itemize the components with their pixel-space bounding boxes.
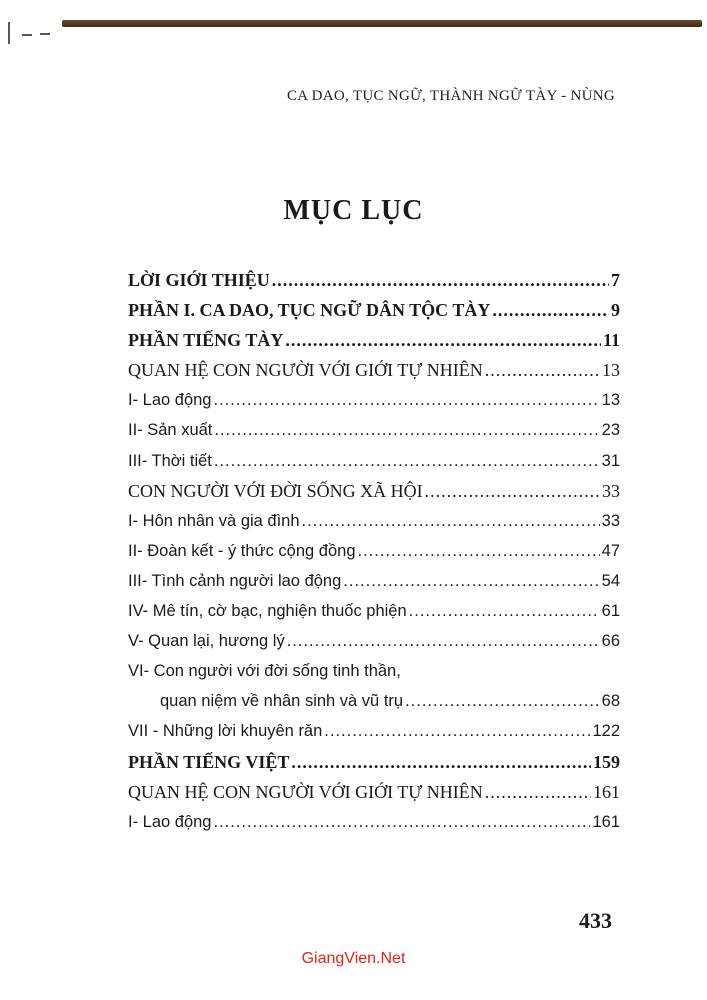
toc-leader-dots	[213, 385, 599, 415]
toc-leader-dots	[272, 265, 609, 295]
toc-leader-dots	[343, 566, 599, 596]
toc-entry-page: 33	[601, 511, 620, 530]
toc-entry-page: 33	[602, 480, 620, 501]
toc-entry-page: 159	[593, 751, 620, 772]
toc-entry	[128, 626, 620, 656]
toc-entry	[128, 566, 620, 596]
toc-entry-page: 7	[611, 270, 620, 290]
toc-entry	[128, 747, 620, 777]
toc-entry	[128, 415, 620, 445]
edge-mark	[22, 34, 32, 36]
toc-leader-dots	[409, 596, 600, 626]
toc-entry-title: IV- Mê tín, cờ bạc, nghiện thuốc phiện	[128, 602, 407, 621]
running-header: CA DAO, TỤC NGỮ, THÀNH NGỮ TÀY - NÙNG	[287, 88, 615, 104]
toc-leader-dots	[324, 716, 590, 746]
toc-entry-title: III- Thời tiết	[128, 451, 212, 470]
toc-entry-page: 13	[602, 360, 620, 381]
toc-entry	[128, 265, 620, 295]
book-binding-edge	[62, 20, 702, 27]
toc-entry-page: 122	[592, 722, 620, 741]
toc-entry-title: III- Tình cảnh người lao động	[128, 571, 342, 590]
toc-leader-dots	[358, 536, 600, 566]
toc-entry	[128, 476, 620, 506]
toc-entry-title: I- Lao động	[128, 812, 212, 831]
toc-entry-page: 31	[601, 451, 620, 470]
toc-entry-title: I- Hôn nhân và gia đình	[128, 511, 300, 530]
toc-entry-page: 54	[601, 571, 620, 590]
toc-entry	[128, 446, 620, 476]
page-number: 433	[579, 908, 612, 933]
toc-entry	[128, 536, 620, 566]
toc-leader-dots	[405, 686, 600, 716]
toc-entry	[128, 777, 620, 807]
toc-entry-page: 66	[601, 632, 620, 651]
edge-mark	[8, 22, 10, 44]
toc-entry	[128, 716, 620, 746]
toc-entry-title: VI- Con người với đời sống tinh thần,	[128, 662, 401, 681]
toc-entry-page: 13	[601, 391, 620, 410]
toc-leader-dots	[485, 777, 591, 807]
toc-leader-dots	[302, 506, 600, 536]
toc-entry-title: PHẦN TIẾNG VIỆT	[128, 751, 290, 772]
toc-entry-title: V- Quan lại, hương lý	[128, 632, 285, 651]
toc-entry	[128, 506, 620, 536]
toc-leader-dots	[291, 747, 591, 777]
toc-leader-dots	[285, 325, 601, 355]
toc-entry-title: I- Lao động	[128, 391, 212, 410]
toc-leader-dots	[492, 295, 609, 325]
toc-leader-dots	[485, 355, 600, 385]
table-of-contents	[128, 265, 620, 837]
toc-entry-title: VII - Những lời khuyên răn	[128, 722, 323, 741]
watermark: GiangVien.Net	[301, 950, 406, 967]
toc-entry	[128, 295, 620, 325]
toc-entry	[128, 355, 620, 385]
toc-leader-dots	[214, 415, 599, 445]
toc-entry-title: quan niệm về nhân sinh và vũ trụ	[160, 692, 404, 711]
toc-entry-page: 9	[611, 300, 620, 321]
toc-entry-page: 161	[592, 812, 620, 831]
toc-leader-dots	[214, 446, 600, 476]
toc-entry	[128, 807, 620, 837]
edge-mark	[40, 33, 50, 35]
toc-entry-page: 61	[601, 602, 620, 621]
toc-entry-title: II- Đoàn kết - ý thức cộng đồng	[128, 541, 356, 560]
toc-entry-title: QUAN HỆ CON NGƯỜI VỚI GIỚI TỰ NHIÊN	[128, 781, 483, 802]
toc-entry-title: PHẦN TIẾNG TÀY	[128, 330, 284, 351]
toc-entry-title: CON NGƯỜI VỚI ĐỜI SỐNG XÃ HỘI	[128, 480, 423, 501]
toc-entry-page: 47	[601, 541, 620, 560]
toc-leader-dots	[213, 807, 590, 837]
toc-entry	[128, 325, 620, 355]
toc-entry-title: PHẦN I. CA DAO, TỤC NGỮ DÂN TỘC TÀY	[128, 300, 491, 321]
toc-entry	[128, 596, 620, 626]
toc-entry	[128, 656, 620, 686]
toc-entry-page: 68	[601, 692, 620, 711]
page-edge	[0, 0, 707, 40]
toc-entry	[128, 385, 620, 415]
toc-entry-page: 161	[593, 781, 620, 802]
toc-leader-dots	[287, 626, 600, 656]
toc-entry-title: QUAN HỆ CON NGƯỜI VỚI GIỚI TỰ NHIÊN	[128, 360, 483, 381]
toc-entry-page: 11	[602, 330, 620, 351]
toc-leader-dots	[425, 476, 600, 506]
toc-entry	[128, 686, 620, 716]
toc-entry-page: 23	[601, 421, 620, 440]
page-title: MỤC LỤC	[283, 195, 424, 226]
toc-entry-title: LỜI GIỚI THIỆU	[128, 270, 270, 290]
toc-entry-title: II- Sản xuất	[128, 421, 213, 440]
